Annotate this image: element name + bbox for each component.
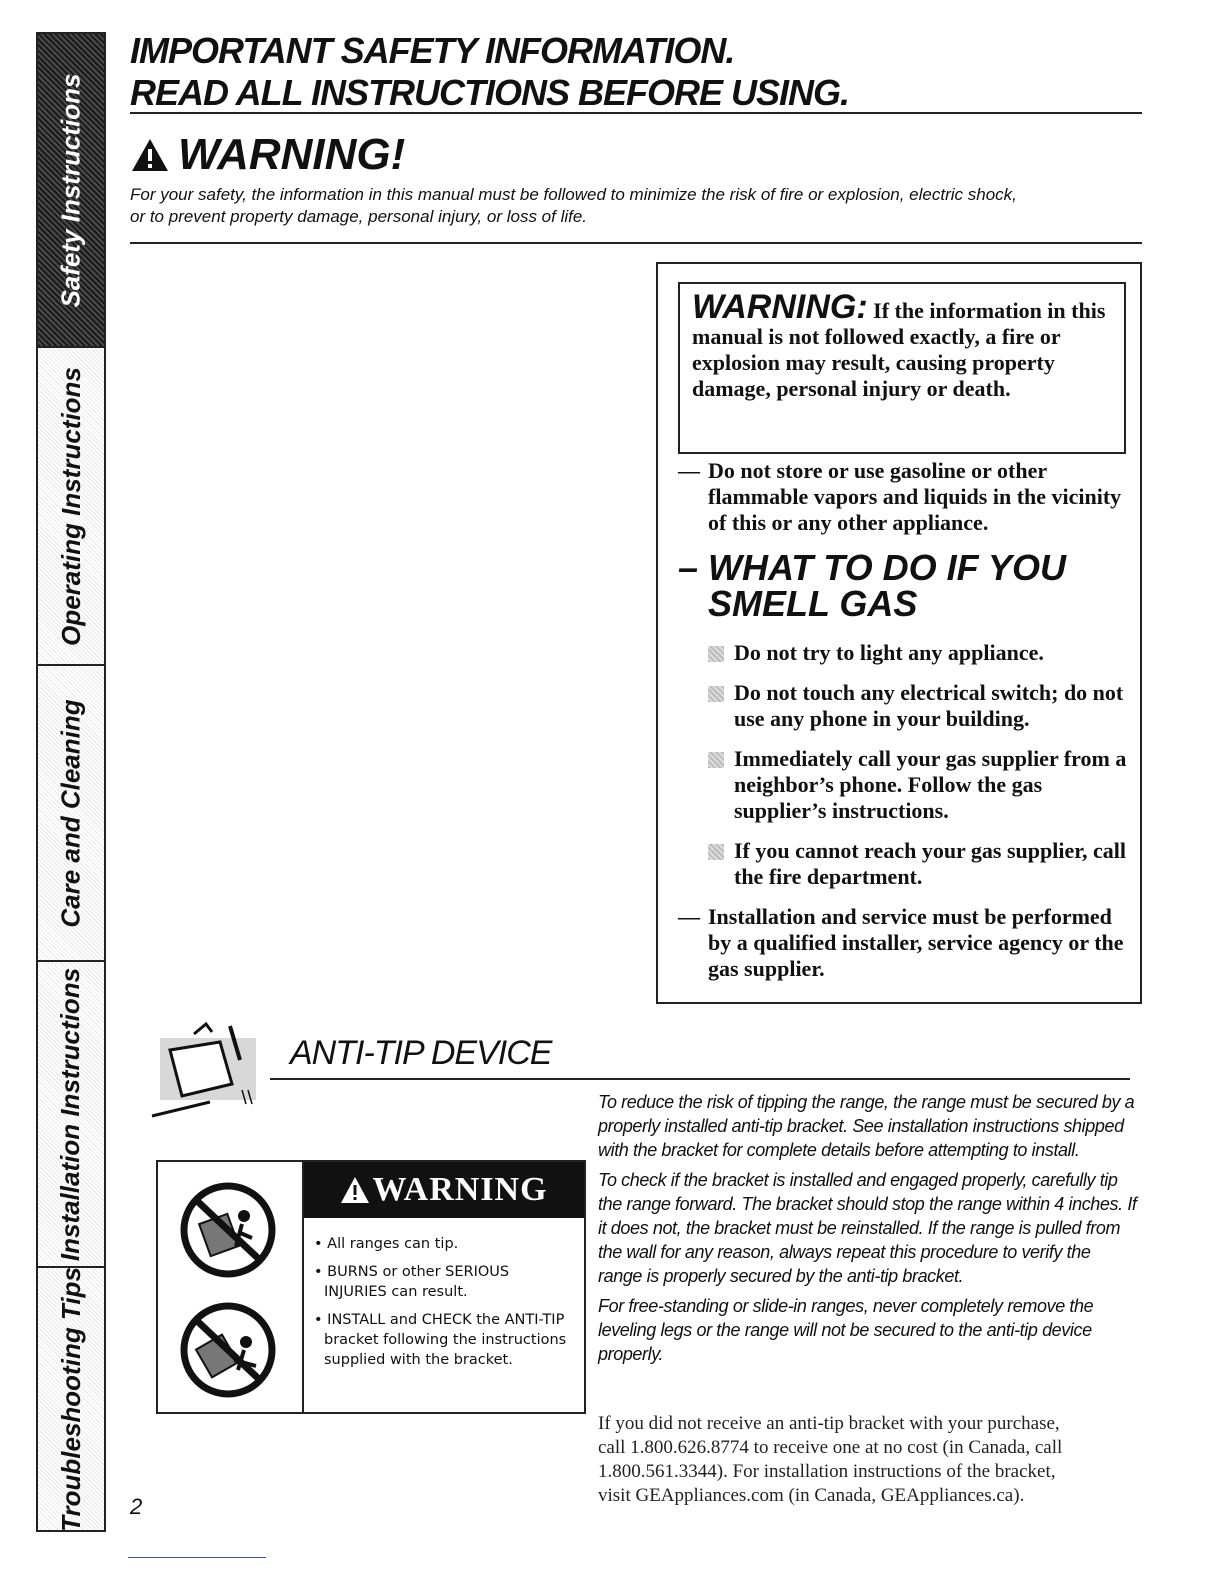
anti-tip-bracket-icon — [150, 1020, 270, 1120]
page-number: 2 — [130, 1494, 143, 1519]
tab-troubleshooting-tips[interactable] — [36, 1266, 106, 1532]
gas-warning-text: If the information in this manual is not followed exactly, a fire or explosion may result, causing property damage, personal injury or death. — [692, 298, 1106, 401]
tab-care-and-cleaning[interactable] — [36, 664, 106, 962]
page-title — [130, 30, 849, 114]
warning-intro: For your safety, the information in this manual must be followed to minimize the risk of fire or explosion, electric shock, or to prevent property damage, personal injury, or loss of life. — [130, 185, 1017, 226]
tab-label: Care and Cleaning — [55, 698, 86, 928]
section-tabs — [36, 32, 106, 1532]
tip-warning-label — [156, 1160, 586, 1414]
gasoline-warning-text: Do not store or use gasoline or other flammable vapors and liquids in the vicinity of this or any other appliance. — [708, 458, 1122, 535]
no-child-climbing-icon — [172, 1300, 284, 1400]
list-item — [678, 746, 1128, 824]
list-item-text: Immediately call your gas supplier from a neighbor’s phone. Follow the gas supplier’s instructions. — [734, 746, 1127, 823]
label-warning-text: WARNING — [372, 1171, 548, 1208]
title-line-2: READ ALL INSTRUCTIONS BEFORE USING. — [130, 72, 850, 113]
list-item — [678, 680, 1128, 732]
bullet-square-icon — [708, 646, 724, 662]
list-item — [678, 640, 1128, 666]
no-tipping-range-icon — [172, 1180, 284, 1280]
title-line-1: IMPORTANT SAFETY INFORMATION. — [130, 30, 735, 71]
anti-tip-paragraph: To reduce the risk of tipping the range, the range must be secured by a properly installed anti-tip bracket. See installation instructions shipped with the bracket for complete details before attempting to install. — [598, 1092, 1135, 1160]
anti-tip-instructions — [598, 1090, 1138, 1372]
anti-tip-contact-info: If you did not receive an anti-tip bracket with your purchase, call 1.800.626.8774 to receive one at no cost (in Canada, call 1.800.561.3344). For installation instructions of the bracket, visit GEAppliances.com (in Canada, GEAppliances.ca). — [598, 1413, 1063, 1506]
warning-triangle-icon — [340, 1176, 370, 1204]
tab-label: Troubleshooting Tips — [55, 1266, 86, 1532]
anti-tip-title: ANTI-TIP DEVICE — [290, 1034, 552, 1072]
header-divider — [130, 112, 1142, 114]
tab-label: Installation Instructions — [55, 967, 86, 1261]
list-item-text: Do not touch any electrical switch; do not use any phone in your building. — [734, 680, 1124, 731]
gas-instructions — [678, 458, 1128, 990]
warning-heading — [130, 130, 405, 180]
smell-gas-heading: – WHAT TO DO IF YOU SMELL GAS — [678, 547, 1066, 624]
list-item: • All ranges can tip. — [314, 1236, 459, 1252]
warning-title: WARNING! — [178, 130, 406, 179]
tab-installation-instructions[interactable] — [36, 960, 106, 1268]
installation-warning-text: Installation and service must be performed by a qualified installer, service agency or the gas supplier. — [708, 904, 1124, 981]
list-item-text: Do not try to light any appliance. — [734, 640, 1044, 665]
installation-warning: — Installation and service must be performed by a qualified installer, service agency or the gas supplier. — [678, 904, 1124, 981]
list-item — [678, 838, 1128, 890]
tab-safety-instructions[interactable] — [36, 32, 106, 348]
bullet-square-icon — [708, 844, 724, 860]
tab-operating-instructions[interactable] — [36, 346, 106, 666]
tab-label: Operating Instructions — [55, 366, 86, 646]
label-items — [314, 1234, 574, 1378]
label-warning-banner — [304, 1162, 584, 1218]
smell-gas-heading-text: WHAT TO DO IF YOU SMELL GAS — [708, 547, 1066, 624]
anti-tip-paragraph: For free-standing or slide-in ranges, never completely remove the leveling legs or the range will not be secured to the anti-tip device properly. — [598, 1296, 1094, 1364]
label-pictograms — [158, 1162, 304, 1412]
warning-triangle-icon — [130, 137, 170, 173]
gas-warning-inner — [678, 282, 1126, 454]
bullet-square-icon — [708, 752, 724, 768]
list-item: • INSTALL and CHECK the ANTI-TIP bracket following the instructions supplied with the bracket. — [314, 1312, 567, 1368]
anti-tip-divider — [270, 1078, 1130, 1080]
tab-label: Safety Instructions — [55, 72, 86, 308]
gas-warning-box — [656, 262, 1142, 1004]
gas-warning-label: WARNING: — [692, 288, 868, 326]
bullet-square-icon — [708, 686, 724, 702]
gasoline-warning: — Do not store or use gasoline or other flammable vapors and liquids in the vicinity of this or any other appliance. — [678, 458, 1122, 535]
intro-divider — [130, 242, 1142, 244]
anti-tip-paragraph: To check if the bracket is installed and engaged properly, carefully tip the range forward. The bracket should stop the range within 4 inches. If it does not, the bracket must be reinstalled. If the range is pulled from the wall for any reason, always repeat this procedure to verify the range is properly secured by the anti-tip bracket. — [598, 1170, 1137, 1286]
footer-rule — [128, 1557, 266, 1558]
list-item: • BURNS or other SERIOUS INJURIES can result. — [314, 1264, 510, 1300]
list-item-text: If you cannot reach your gas supplier, call the fire department. — [734, 838, 1126, 889]
